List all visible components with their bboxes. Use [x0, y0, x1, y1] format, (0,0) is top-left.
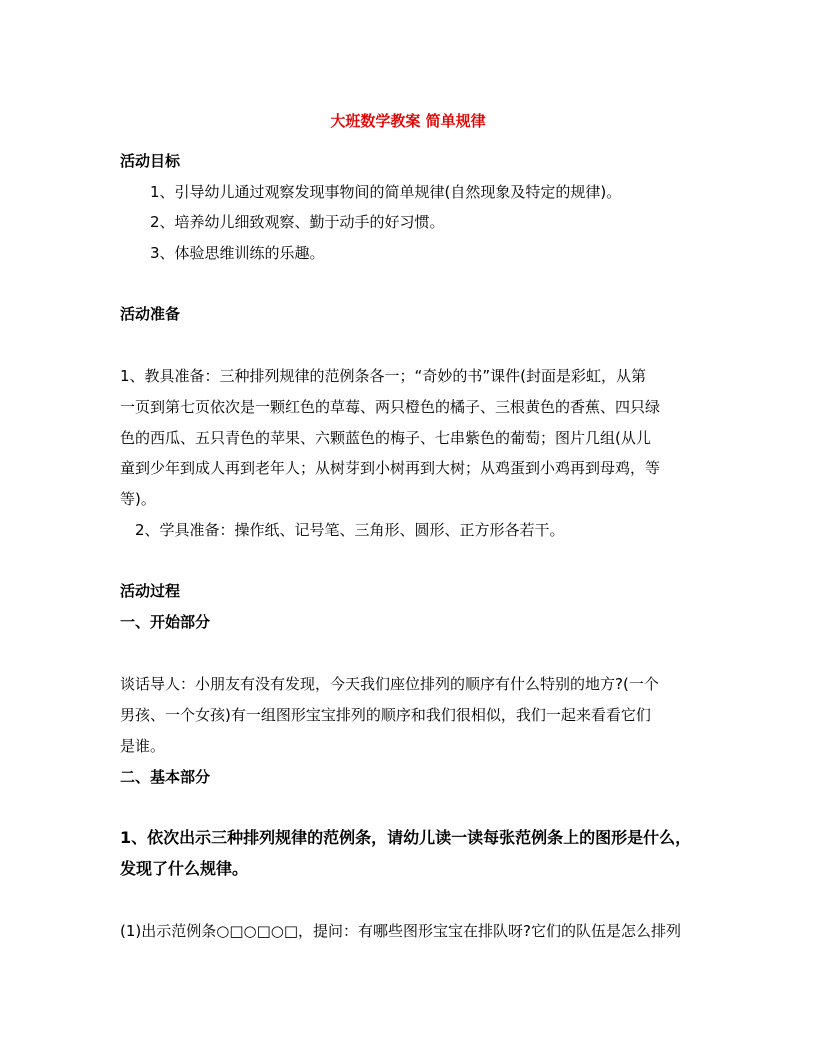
process-heading: 活动过程 — [120, 582, 181, 600]
goal-item: 3、体验思维训练的乐趣。 — [150, 244, 325, 262]
prep-line: 2、学具准备：操作纸、记号笔、三角形、圆形、正方形各若干。 — [135, 521, 565, 539]
step1-line: 1、依次出示三种排列规律的范例条，请幼儿读一读每张范例条上的图形是什么， — [120, 828, 692, 847]
prep-line: 童到少年到成人再到老年人；从树芽到小树再到大树；从鸡蛋到小鸡再到母鸡，等 — [120, 459, 661, 477]
prep-line: 一页到第七页依次是一颗红色的草莓、两只橙色的橘子、三根黄色的香蕉、四只绿 — [120, 398, 661, 416]
sub-step-line: (1)出示范例条○□○□○□，提问：有哪些图形宝宝在排队呀?它们的队伍是怎么排列 — [120, 922, 681, 940]
prep-line: 色的西瓜、五只青色的苹果、六颗蓝色的梅子、七串紫色的葡萄；图片几组(从儿 — [120, 429, 651, 447]
intro-line: 谈话导人：小朋友有没有发现，今天我们座位排列的顺序有什么特别的地方?(一个 — [120, 675, 659, 693]
prep-heading: 活动准备 — [120, 305, 181, 323]
prep-line: 等)。 — [120, 490, 156, 508]
part1-heading: 一、开始部分 — [120, 613, 211, 631]
part2-heading: 二、基本部分 — [120, 768, 211, 786]
page-title: 大班数学教案 简单规律 — [330, 112, 486, 130]
prep-line: 1、教具准备：三种排列规律的范例条各一；“奇妙的书”课件(封面是彩虹，从第 — [120, 367, 646, 385]
goal-item: 2、培养幼儿细致观察、勤于动手的好习惯。 — [150, 213, 445, 231]
goal-item: 1、引导幼儿通过观察发现事物间的简单规律(自然现象及特定的规律)。 — [150, 183, 622, 201]
intro-line: 是谁。 — [120, 737, 166, 755]
intro-line: 男孩、一个女孩)有一组图形宝宝排列的顺序和我们很相似，我们一起来看看它们 — [120, 706, 651, 724]
step1-line: 发现了什么规律。 — [120, 859, 249, 878]
goals-heading: 活动目标 — [120, 152, 181, 170]
